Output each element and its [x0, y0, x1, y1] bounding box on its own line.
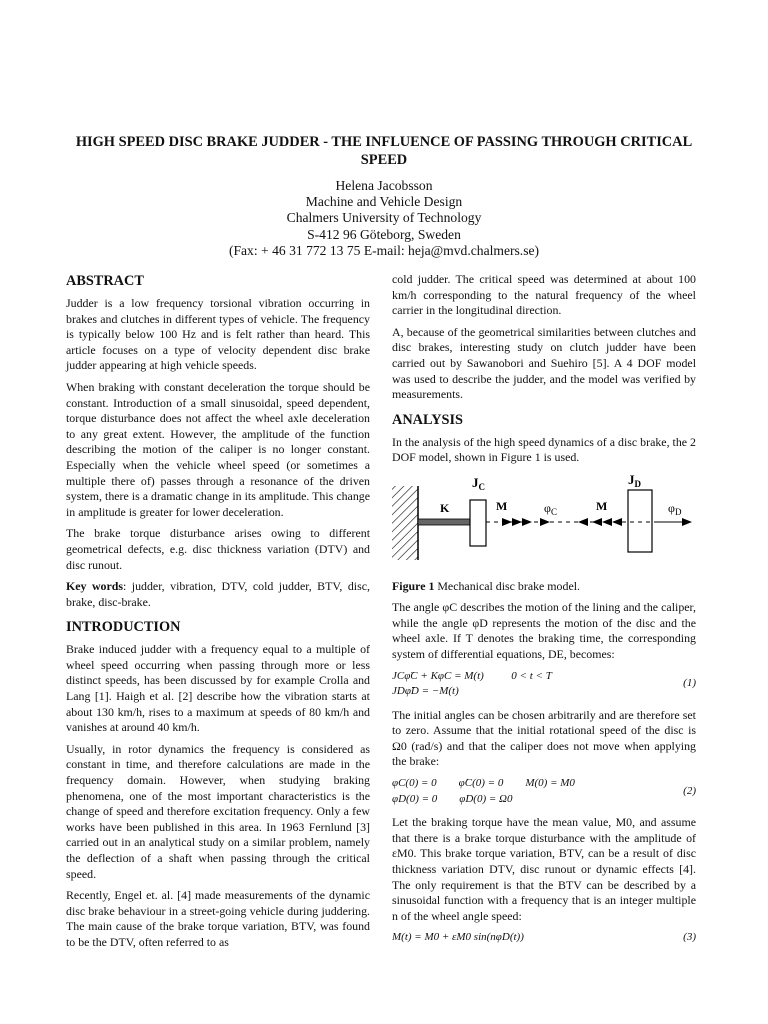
right-p-cont: cold judder. The critical speed was determined at about 100 km/h corresponding to the natural frequency of the wheel carrier in the longitudinal direction.	[392, 272, 696, 318]
torque-arrows-disc	[578, 518, 622, 526]
equation-2	[392, 776, 696, 807]
label-phi-c: $\varphi_C$	[544, 500, 557, 517]
abstract-p3: The brake torque disturbance arises owing to different geometrical defects, e.g. disc thickness variation (DTV) and disc runout.	[66, 526, 370, 572]
eq1-line2: JDφ̈D = −M(t)	[392, 685, 459, 698]
initial-p: The initial angles can be chosen arbitrarily and are therefore set to zero. Assume that the initial rotational speed of the disc is Ω0 (rad/s) and that the caliper does not move when applying the brake:	[392, 707, 696, 769]
disc-mass-jd	[628, 490, 652, 552]
abstract-p1: Judder is a low frequency torsional vibration occurring in brakes and clutches in different types of vehicle. The frequency is typically below 100 Hz and is felt rather than heard. This article focuses on a type of velocity dependent disc brake judder appearing at high vehicle speeds.	[66, 296, 370, 373]
label-m-right: M	[596, 498, 608, 513]
abstract-heading: ABSTRACT	[66, 273, 144, 289]
figure-1	[392, 472, 696, 573]
caliper-mass-jc	[470, 500, 486, 546]
keywords	[66, 579, 370, 610]
label-m-left: M	[496, 498, 508, 513]
left-column	[66, 272, 370, 957]
eq3-line1: M(t) = M0 + εM0 sin(nφD(t))	[392, 931, 524, 944]
intro-heading: INTRODUCTION	[66, 619, 181, 636]
torque-arrows-caliper	[502, 518, 550, 526]
intro-p1: Brake induced judder with a frequency equal to a multiple of wheel speed occurring when passing through more or less distinct speeds, has been discussed by for example Crolla and Lang [1]. Haigh et al. [2] describe how the vibration starts at about 130 km/h, rises to a maximum at speeds of 80 km/h and vanishes at around 40 km/h.	[66, 642, 370, 735]
keywords-label: Key words	[66, 579, 123, 594]
author-block	[60, 178, 708, 259]
author-dept: Machine and Vehicle Design	[305, 194, 463, 210]
intro-p2: Usually, in rotor dynamics the frequency is considered as constant in time, and therefore calculations are made in the frequency domain. However, when studying braking phenomena, one of the most important characteristics is the change of speed and therefore excitation frequency. Only a few works have been published in this area. In 1963 Fernlund [3] carried out in an analytical study on a similar problem, namely the deflection of a shaft when passing through the critical speed.	[66, 741, 370, 881]
right-column	[392, 272, 696, 954]
spring-k	[418, 519, 470, 525]
equation-3	[392, 930, 696, 946]
torque-p: Let the braking torque have the mean value, M0, and assume that there is a brake torque disturbance with the amplitude of εM0. This brake torque variation, BTV, can be a result of disc thickness variation DTV, disc runout or dynamic effects [4]. The only requirement is that the BTV can be described by a sinusoidal function with a frequency that is an integer multiple n of the wheel angle speed:	[392, 815, 696, 923]
fixed-wall-hatch	[392, 486, 418, 560]
abstract-p2: When braking with constant deceleration the torque should be constant. Introduction of a small sinusoidal, speed dependent, torque disturbance does not affect the wheel axle deceleration to any great extent. However, the amplitude of the function describing the motion of the caliper is no longer constant. Especially when the vehicle wheel speed (or sometimes a multiple there of) passes through a resonance of the driven system, there is a dramatic change in its amplitude. This change in amplitude is greater for lower deceleration.	[66, 379, 370, 519]
label-k: K	[440, 500, 450, 515]
analysis-heading: ANALYSIS	[392, 411, 463, 428]
label-jc: $J_C$	[472, 474, 485, 492]
paper-title: HIGH SPEED DISC BRAKE JUDDER - THE INFLUENCE OF PASSING THROUGH CRITICAL SPEED	[75, 134, 693, 168]
label-jd: $J_D$	[628, 471, 641, 489]
figure-caption-text: Mechanical disc brake model.	[434, 578, 580, 593]
eq2-line2: φD(0) = 0 φ̇D(0) = Ω0	[392, 792, 513, 805]
figure-caption-label: Figure 1	[392, 578, 435, 593]
disc-brake-model-diagram	[392, 472, 696, 568]
author-address: S-412 96 Göteborg, Sweden	[307, 226, 461, 242]
author-first: Helena	[335, 178, 378, 193]
analysis-p: In the analysis of the high speed dynamics of a disc brake, the 2 DOF model, shown in Figure 1 is used.	[392, 434, 696, 465]
eq3-number: (3)	[683, 931, 696, 944]
phi-d-arrowhead	[682, 518, 692, 526]
eq2-number: (2)	[683, 784, 696, 797]
author-name	[60, 178, 708, 194]
right-p-a: A, because of the geometrical similarities between clutches and disc brakes, interesting study on clutch judder have been carried out by Sawanobori and Suehiro [5]. A 4 DOF model was used to describe the judder, and the model was verified by measurements.	[392, 324, 696, 402]
author-surname: Jacobsson	[377, 178, 433, 193]
angle-p: The angle φC describes the motion of the lining and the caliper, while the angle φD represents the motion of the disc and the wheel axle. If T denotes the braking time, the corresponding system of differential equations, DE, becomes:	[392, 600, 696, 661]
author-contact: (Fax: + 46 31 772 13 75 E-mail: heja@mvd.chalmers.se)	[228, 242, 540, 258]
eq1-line1: JCφ̈C + KφC = M(t) 0 < t < T	[392, 669, 552, 682]
eq1-number: (1)	[683, 677, 696, 690]
figure-caption	[392, 579, 696, 595]
keywords-text: : judder, vibration, DTV, cold judder, BTV, disc, brake, disc-brake.	[66, 579, 370, 609]
label-phi-d: $\varphi_D$	[668, 500, 682, 517]
author-univ: Chalmers University of Technology	[286, 210, 482, 226]
eq2-line1: φC(0) = 0 φ̇C(0) = 0 M(0) = M0	[392, 777, 575, 790]
equation-1	[392, 669, 696, 700]
intro-p3: Recently, Engel et. al. [4] made measurements of the dynamic disc brake behaviour in a street-going vehicle during juddering. The main cause of the brake torque variation, BTV, was found to be the DTV, often referred to as	[66, 888, 370, 949]
